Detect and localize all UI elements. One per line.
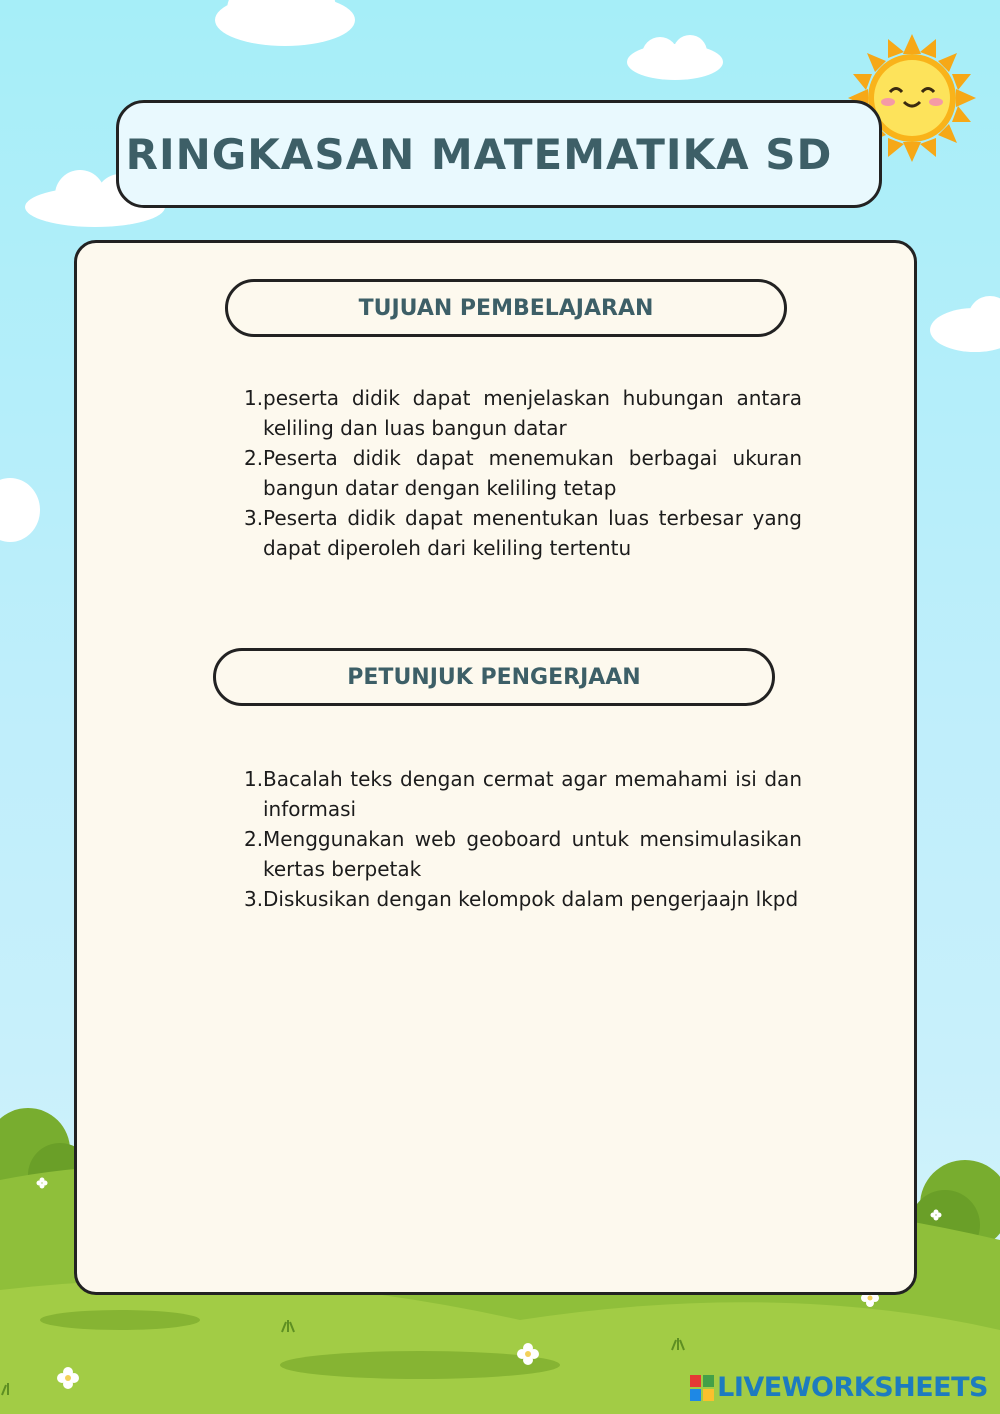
cloud-icon (0, 478, 40, 542)
list-item-text: Bacalah teks dengan cermat agar memahami isi dan informasi (263, 767, 802, 821)
liveworksheets-logo-icon (690, 1375, 714, 1401)
instructions-list (244, 764, 802, 914)
list-item-number: 3. (244, 506, 264, 530)
cloud-icon (627, 35, 723, 80)
list-item-number: 2. (244, 827, 264, 851)
page-title: RINGKASAN MATEMATIKA SD (125, 129, 833, 179)
list-item-text: Menggunakan web geoboard untuk mensimulasikan kertas berpetak (263, 827, 802, 881)
list-item-text: Peserta didik dapat menentukan luas terbesar yang dapat diperoleh dari keliling tertentu (263, 506, 802, 560)
list-item-number: 3. (244, 887, 264, 911)
list-item (244, 443, 802, 503)
section-heading-label: TUJUAN PEMBELAJARAN (358, 295, 654, 321)
objectives-list (244, 383, 802, 563)
section-heading-label: PETUNJUK PENGERJAAN (347, 664, 641, 690)
list-item-text: Diskusikan dengan kelompok dalam pengerjaajn lkpd (263, 887, 799, 911)
list-item (244, 824, 802, 884)
section-heading-tujuan (225, 279, 787, 337)
cloud-icon (215, 0, 355, 46)
list-item-number: 1. (244, 767, 264, 791)
cloud-icon (930, 296, 1000, 352)
list-item (244, 764, 802, 824)
list-item-number: 1. (244, 386, 264, 410)
section-heading-petunjuk (213, 648, 775, 706)
list-item (244, 383, 802, 443)
brand-name: LIVEWORKSHEETS (717, 1372, 988, 1403)
list-item-text: Peserta didik dapat menemukan berbagai ukuran bangun datar dengan keliling tetap (263, 446, 802, 500)
list-item-number: 2. (244, 446, 264, 470)
list-item-text: peserta didik dapat menjelaskan hubungan antara keliling dan luas bangun datar (263, 386, 802, 440)
liveworksheets-brand[interactable] (690, 1372, 988, 1403)
title-banner (116, 100, 882, 208)
list-item (244, 503, 802, 563)
list-item (244, 884, 802, 914)
